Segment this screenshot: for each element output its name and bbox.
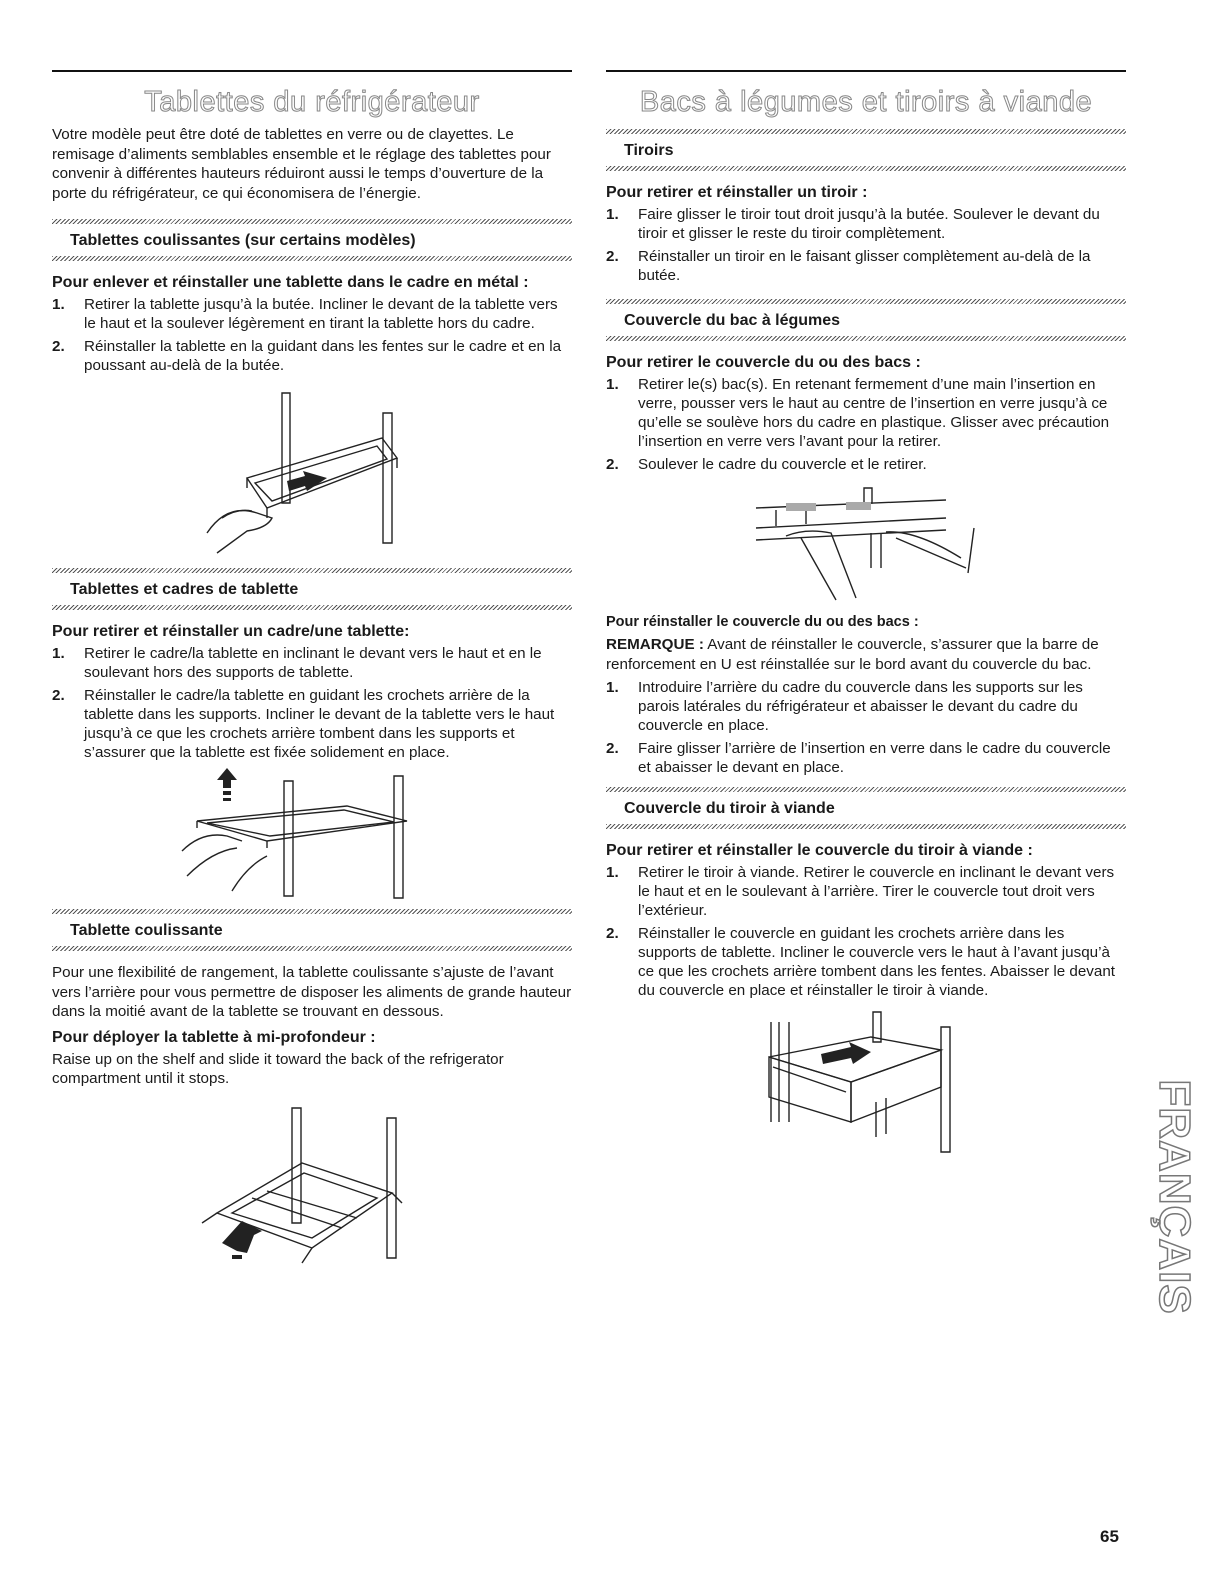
step-item xyxy=(52,644,572,682)
right-title: Bacs à légumes et tiroirs à viande xyxy=(639,86,1093,118)
step-list xyxy=(606,375,1126,474)
step-item xyxy=(606,678,1126,735)
meat-drawer-cover-illustration xyxy=(761,1012,971,1157)
half-depth-shelf-illustration xyxy=(192,1103,432,1273)
left-column xyxy=(52,70,572,1273)
step-item xyxy=(606,247,1126,285)
step-text: Retirer le(s) bac(s). En retenant fermement d’une main l’insertion en verre, pousser vers le haut au centre de l’insertion en verre jusqu’à ce qu’elle se soulève hors du cadre en plastique. Glisser avec précaution l’insertion en verre vers l’avant pour la retirer. xyxy=(638,376,1110,450)
step-text: Réinstaller un tiroir en le faisant glisser complètement au-delà de la butée. xyxy=(638,248,1091,284)
step-text: Introduire l’arrière du cadre du couvercle dans les supports sur les parois latérales du réfrigérateur et abaisser le devant du cadre du couvercle en place. xyxy=(638,679,1083,734)
left-title: Tablettes du réfrigérateur xyxy=(144,86,480,118)
hatch-divider xyxy=(52,946,572,951)
section-heading: Tablettes coulissantes (sur certains modèles) xyxy=(70,232,416,249)
sliding-shelf-illustration xyxy=(187,383,437,558)
step-text: Réinstaller le cadre/la tablette en guidant les crochets arrière de la tablette dans les supports. Incliner le devant de la tablette vers le haut jusqu’à ce que les crochets arrière tombent dans les supports et s’assurer que la tablette est fixée solidement en place. xyxy=(84,687,555,761)
step-number: 1. xyxy=(606,864,619,881)
hatch-divider xyxy=(52,605,572,610)
step-text: Faire glisser l’arrière de l’insertion en verre dans le cadre du couvercle et abaisser le devant en place. xyxy=(638,740,1111,776)
step-item xyxy=(52,295,572,333)
step-text: Réinstaller la tablette en la guidant dans les fentes sur le cadre et en la poussant au-delà de la butée. xyxy=(84,338,562,374)
step-item xyxy=(606,375,1126,451)
step-text: Retirer la tablette jusqu’à la butée. Incliner le devant de la tablette vers le haut et la soulever légèrement en tirant la tablette hors du cadre. xyxy=(84,296,558,332)
page-number: 65 xyxy=(1100,1527,1119,1546)
step-number: 1. xyxy=(52,296,65,313)
step-item xyxy=(606,739,1126,777)
step-number: 1. xyxy=(606,206,619,223)
hatch-divider xyxy=(606,824,1126,829)
shelf-frame-illustration xyxy=(172,766,452,901)
step-text: Soulever le cadre du couvercle et le retirer. xyxy=(638,456,927,473)
procedure-heading: Pour enlever et réinstaller une tablette dans le cadre en métal : xyxy=(52,274,529,291)
hatch-divider xyxy=(606,166,1126,171)
hatch-divider xyxy=(606,336,1126,341)
step-number: 2. xyxy=(606,248,619,265)
side-tab-label: FRANÇAIS xyxy=(1150,1079,1199,1315)
step-item xyxy=(606,863,1126,920)
step-list xyxy=(606,205,1126,285)
step-number: 1. xyxy=(606,679,619,696)
step-item xyxy=(606,205,1126,243)
section-heading: Tablettes et cadres de tablette xyxy=(70,581,299,598)
step-number: 2. xyxy=(52,338,65,355)
step-item xyxy=(606,455,1126,474)
step-number: 2. xyxy=(606,456,619,473)
step-item xyxy=(52,686,572,762)
top-rule xyxy=(52,70,572,72)
procedure-heading: Pour réinstaller le couvercle du ou des bacs : xyxy=(606,614,919,630)
section-heading: Tablette coulissante xyxy=(70,922,223,939)
step-text: Retirer le tiroir à viande. Retirer le couvercle en inclinant le devant vers le haut et en le soulevant à l’arrière. Tirer le couvercle tout droit vers l’extérieur. xyxy=(638,864,1115,919)
section-body: Pour une flexibilité de rangement, la tablette coulissante s’ajuste de l’avant vers l’arrière pour vous permettre de disposer les aliments de grande hauteur dans la moitié avant de la tablette se trouvant en dessous. xyxy=(52,964,572,1020)
note-text: Avant de réinstaller le couvercle, s’assurer que la barre de renforcement en U est réinstallée sur le bord avant du couvercle du bac. xyxy=(606,636,1099,673)
procedure-heading: Pour retirer et réinstaller un cadre/une tablette: xyxy=(52,623,410,640)
step-number: 1. xyxy=(52,645,65,662)
crisper-cover-illustration xyxy=(746,488,986,603)
procedure-heading: Pour retirer et réinstaller un tiroir : xyxy=(606,184,868,201)
section-heading: Tiroirs xyxy=(624,142,674,159)
step-text: Retirer le cadre/la tablette en inclinant le devant vers le haut et en le soulevant hors des supports de tablette. xyxy=(84,645,542,681)
step-list xyxy=(606,678,1126,777)
note-label: REMARQUE : xyxy=(606,636,704,653)
right-column xyxy=(606,70,1126,1157)
language-side-tab xyxy=(1148,1055,1199,1340)
step-number: 2. xyxy=(606,925,619,942)
section-heading: Couvercle du tiroir à viande xyxy=(624,800,835,817)
procedure-heading: Pour retirer le couvercle du ou des bacs : xyxy=(606,354,921,371)
hatch-divider xyxy=(52,256,572,261)
note-paragraph xyxy=(606,635,1126,674)
step-list xyxy=(606,863,1126,1000)
step-number: 1. xyxy=(606,376,619,393)
step-number: 2. xyxy=(606,740,619,757)
top-rule xyxy=(606,70,1126,72)
left-intro: Votre modèle peut être doté de tablettes en verre ou de clayettes. Le remisage d’aliments semblables ensemble et le réglage des tablettes pour convenir à différentes hauteurs réduiront aussi le temps d’ouverture de la porte du réfrigérateur, ce qui économisera de l’énergie. xyxy=(52,126,551,202)
step-list xyxy=(52,295,572,375)
section-heading: Couvercle du bac à légumes xyxy=(624,312,841,329)
step-text: Faire glisser le tiroir tout droit jusqu’à la butée. Soulever le devant du tiroir et glisser le reste du tiroir complètement. xyxy=(638,206,1100,242)
step-list xyxy=(52,644,572,762)
step-number: 2. xyxy=(52,687,65,704)
procedure-heading: Pour déployer la tablette à mi-profondeur : xyxy=(52,1028,376,1046)
step-item xyxy=(52,337,572,375)
step-text: Réinstaller le couvercle en guidant les crochets arrière dans les supports de tablette. Incliner le couvercle vers le haut à l’avant jusqu’à ce que les crochets arrière tombent dans les fentes. Abaisser le devant du couvercle en place et réinstaller le tiroir à viande. xyxy=(638,925,1115,999)
procedure-body: Raise up on the shelf and slide it toward the back of the refrigerator compartment until it stops. xyxy=(52,1050,504,1087)
step-item xyxy=(606,924,1126,1000)
procedure-heading: Pour retirer et réinstaller le couvercle du tiroir à viande : xyxy=(606,842,1033,859)
